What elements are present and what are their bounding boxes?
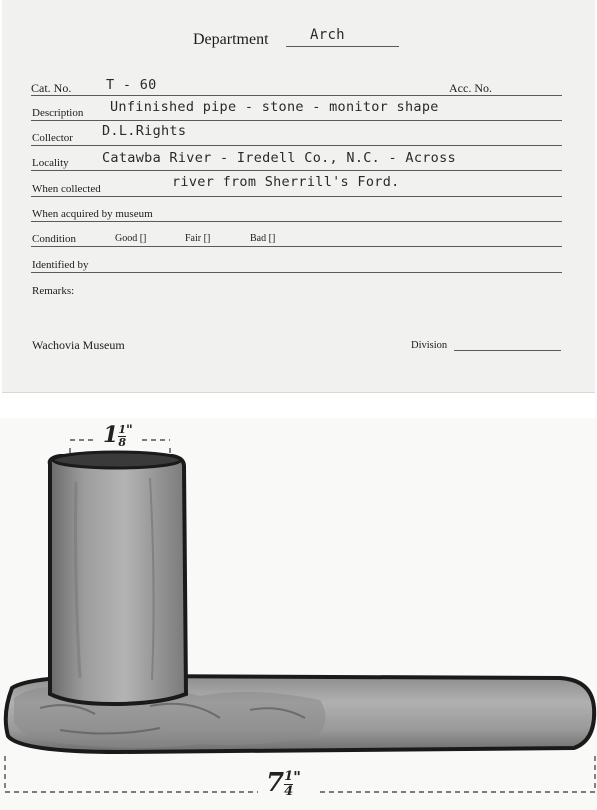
cat-no-line — [31, 95, 562, 96]
cat-no-label: Cat. No. — [31, 81, 72, 95]
acc-no-label: Acc. No. — [449, 81, 492, 95]
when-collected-line — [31, 196, 562, 197]
cat-no-value: T - 60 — [106, 77, 157, 93]
condition-line — [31, 246, 562, 247]
locality-line — [31, 170, 562, 171]
length-dimension-whole: 7 — [266, 768, 285, 799]
bowl-dimension-label — [103, 424, 133, 448]
catalog-card — [2, 0, 595, 393]
length-dimension-fraction — [284, 770, 293, 798]
bowl-dimension-inch-mark: " — [125, 423, 133, 438]
department-label: Department — [193, 31, 269, 48]
division-line — [454, 350, 561, 351]
condition-bad-option: Bad [] — [250, 233, 276, 244]
length-dimension-inch-mark: " — [293, 768, 301, 786]
department-line — [286, 46, 399, 47]
museum-label: Wachovia Museum — [32, 338, 125, 352]
pipe-drawing-svg — [0, 418, 597, 810]
condition-good-option: Good [] — [115, 233, 147, 244]
identified-by-line — [31, 272, 562, 273]
bowl-dimension-fraction — [118, 424, 126, 448]
collector-line — [31, 145, 562, 146]
pipe-bowl — [50, 456, 186, 704]
description-value: Unfinished pipe - stone - monitor shape — [110, 99, 439, 115]
condition-label: Condition — [32, 233, 77, 245]
bowl-opening — [53, 452, 181, 468]
description-label: Description — [32, 107, 84, 119]
collector-label: Collector — [32, 132, 73, 144]
locality-value: Catawba River - Iredell Co., N.C. - Across — [102, 150, 456, 166]
when-acquired-label: When acquired by museum — [32, 208, 153, 220]
remarks-label: Remarks: — [32, 285, 75, 297]
when-acquired-line — [31, 221, 562, 222]
length-dimension-denominator: 4 — [284, 783, 294, 799]
locality-label: Locality — [32, 157, 69, 169]
division-label: Division — [411, 340, 448, 351]
collector-value: D.L.Rights — [102, 123, 187, 139]
bowl-dimension-whole: 1 — [103, 422, 119, 449]
pipe-drawing — [0, 418, 597, 810]
bowl-dimension-denominator: 8 — [118, 435, 126, 449]
length-dimension-label — [266, 770, 301, 798]
condition-fair-option: Fair [] — [185, 233, 211, 244]
bowl-dimension-numerator: 1 — [118, 423, 126, 436]
locality-value-continued: river from Sherrill's Ford. — [172, 174, 400, 190]
department-value: Arch — [310, 27, 345, 43]
description-line — [31, 120, 562, 121]
length-dimension-numerator: 1 — [284, 769, 294, 784]
identified-by-label: Identified by — [32, 259, 89, 271]
when-collected-label: When collected — [32, 183, 101, 195]
